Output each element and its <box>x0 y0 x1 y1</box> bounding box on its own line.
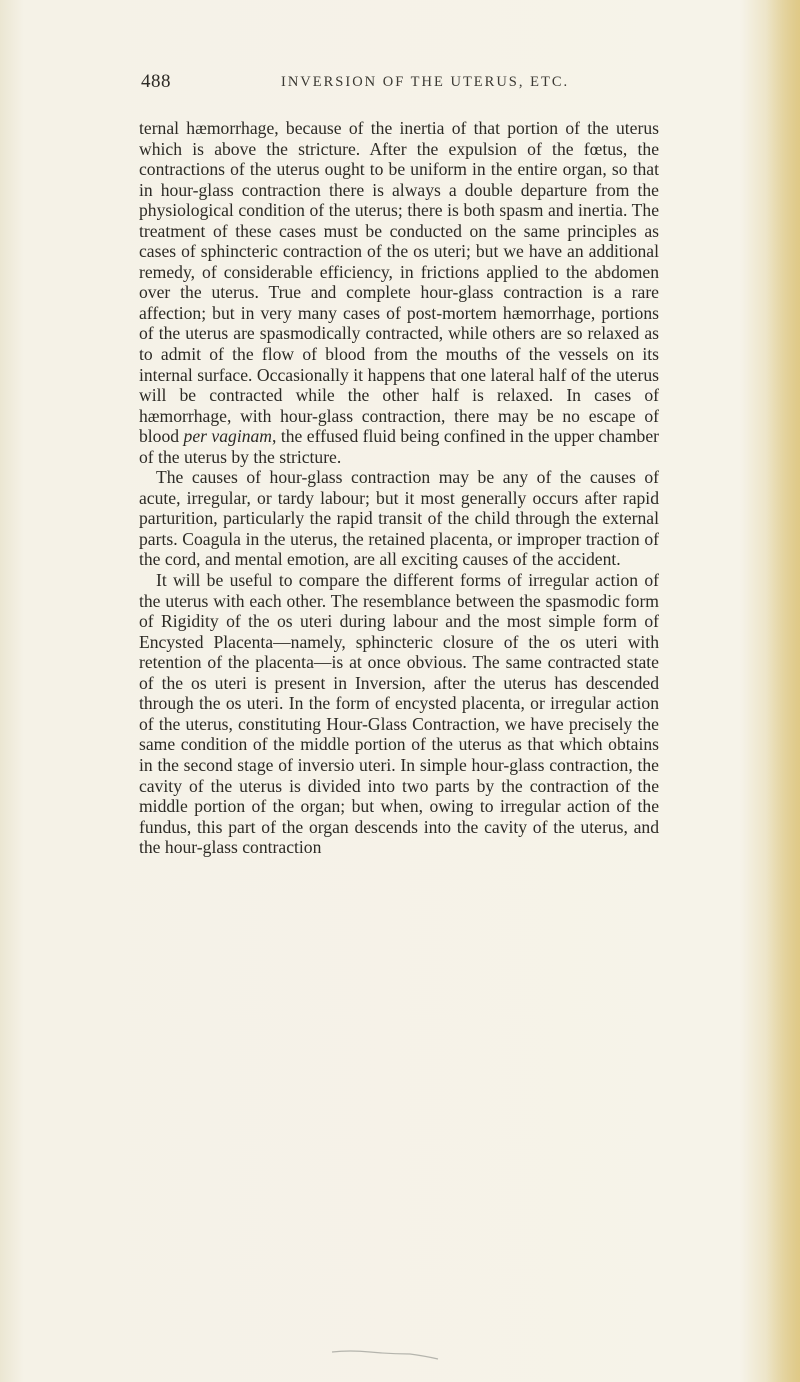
paragraph-1-end: , the effused fluid being confined in the upper chamber of the uterus by the stricture. <box>139 426 659 467</box>
paragraph-1 <box>139 118 659 467</box>
page-edge-shading <box>766 0 800 1382</box>
page-header <box>141 71 661 95</box>
page-number: 488 <box>141 71 171 92</box>
ink-smudge <box>330 1348 440 1360</box>
paragraph-3: It will be useful to compare the different forms of irregular action of the uterus with each other. The resemblance between the spasmodic form of Rigidity of the os uteri during labour and the most simple form of Encysted Placenta—namely, sphincteric closure of the os uteri with retention of the placenta—is at once obvious. The same contracted state of the os uteri is present in Inversion, after the uterus has descended through the os uteri. In the form of encysted placenta, or irregular action of the uterus, constituting Hour-Glass Contraction, we have precisely the same condition of the middle portion of the uterus as that which obtains in the second stage of inversio uteri. In simple hour-glass contraction, the cavity of the uterus is divided into two parts by the contraction of the middle portion of the organ; but when, owing to irregular action of the fundus, this part of the organ descends into the cavity of the uterus, and the hour-glass contraction <box>139 570 659 858</box>
italic-phrase: per vaginam <box>183 426 273 447</box>
paragraph-2: The causes of hour-glass contraction may be any of the causes of acute, irregular, or tardy labour; but it most generally occurs after rapid parturition, particularly the rapid transit of the child through the external parts. Coagula in the uterus, the retained placenta, or improper traction of the cord, and mental emotion, are all exciting causes of the accident. <box>139 467 659 570</box>
body-text <box>139 118 659 858</box>
running-head: INVERSION OF THE UTERUS, ETC. <box>281 74 570 90</box>
paragraph-1-text: ternal hæmorrhage, because of the inertia of that portion of the uterus which is above the stricture. After the expulsion of the fœtus, the contractions of the uterus ought to be uniform in the entire organ, so that in hour-glass contraction there is always a double departure from the physiological condition of the uterus; there is both spasm and inertia. The treatment of these cases must be conducted on the same principles as cases of sphincteric contraction of the os uteri; but we have an additional remedy, of considerable efficiency, in frictions applied to the abdomen over the uterus. True and complete hour-glass contraction is a rare affection; but in very many cases of post-mortem hæmorrhage, portions of the uterus are spasmodically contracted, while others are so relaxed as to admit of the flow of blood from the mouths of the vessels on its internal surface. Occasionally it happens that one lateral half of the uterus will be contracted while the other half is relaxed. In cases of hæmorrhage, with hour-glass contraction, there may be no escape of blood <box>139 118 659 447</box>
